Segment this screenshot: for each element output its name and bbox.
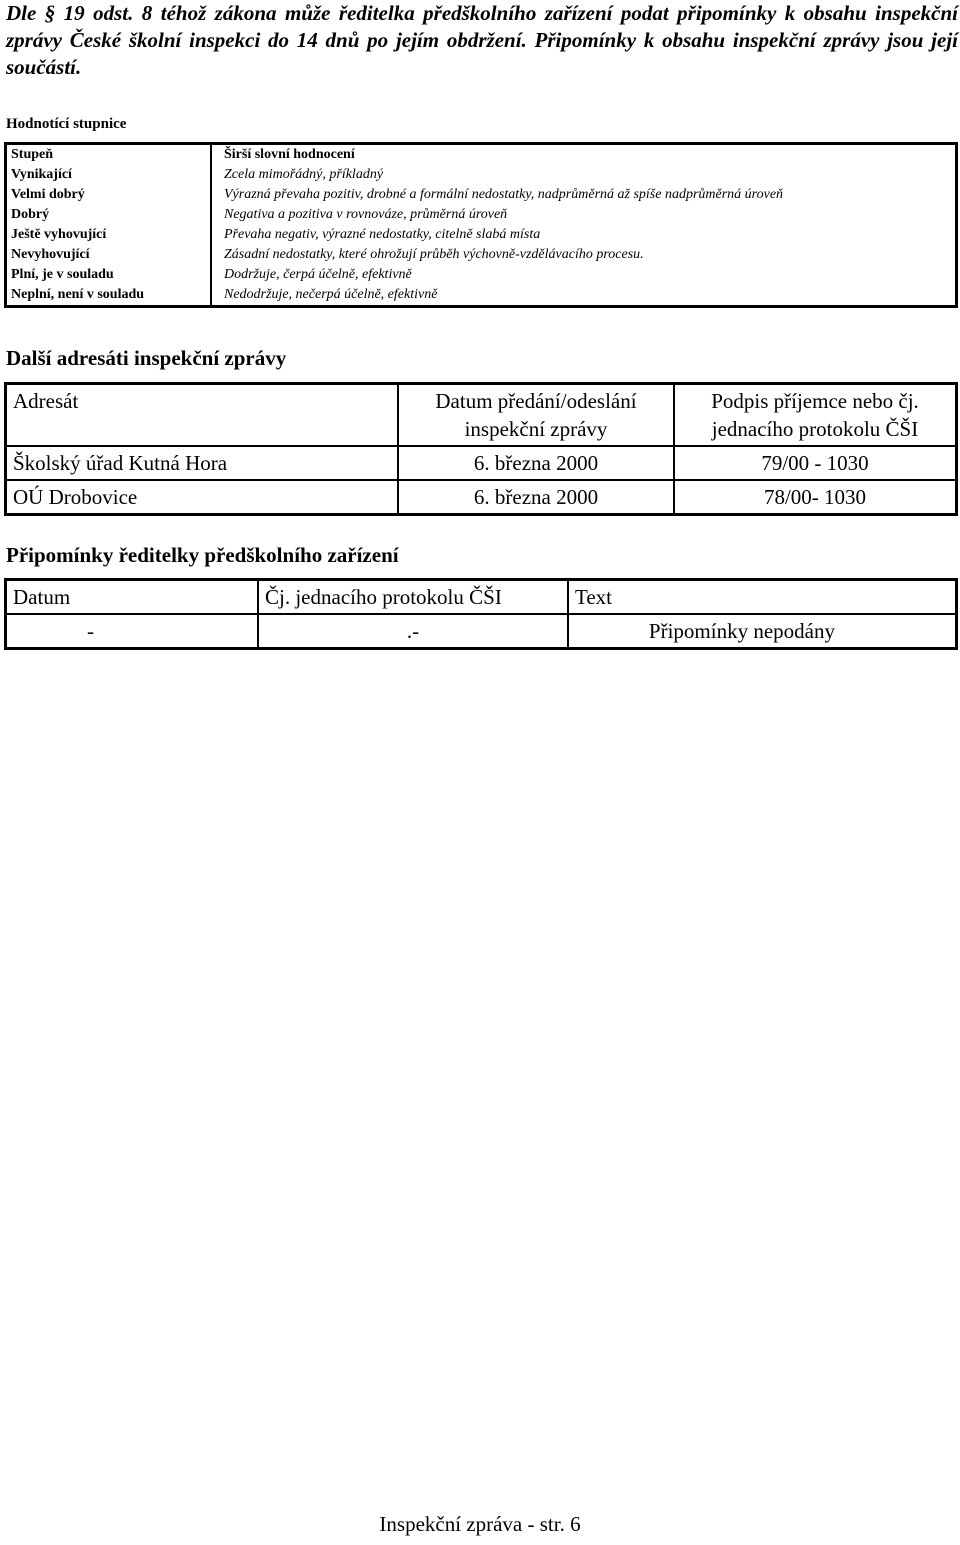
description-cell: Zcela mimořádný, příkladný (224, 167, 384, 182)
comments-date-cell: - (6, 614, 259, 649)
grade-header: Stupeň (6, 144, 212, 166)
table-row (6, 446, 957, 480)
grade-cell: Nevyhovující (6, 245, 212, 265)
table-row (6, 285, 957, 307)
table-row (6, 614, 957, 649)
addressee-header: Adresát (6, 384, 399, 447)
table-row (6, 225, 957, 245)
date-cell: 6. března 2000 (398, 480, 674, 515)
date-cell: 6. března 2000 (398, 446, 674, 480)
date-header-line1: Datum předání/odeslání (435, 389, 637, 413)
date-header-line2: inspekční zprávy (464, 417, 608, 441)
table-row (6, 165, 957, 185)
addressees-title: Další adresáti inspekční zprávy (6, 346, 287, 370)
grade-cell: Vynikající (6, 165, 212, 185)
table-row (6, 205, 957, 225)
addressee-cell: Školský úřad Kutná Hora (6, 446, 399, 480)
page-footer: Inspekční zpráva - str. 6 (379, 1512, 581, 1536)
description-cell: Výrazná převaha pozitiv, drobné a formální nedostatky, nadprůměrná až spíše nadprůměrná úroveň (224, 187, 784, 202)
addressees-table (4, 382, 958, 516)
signature-header-line1: Podpis příjemce nebo čj. (711, 389, 919, 413)
comments-table (4, 578, 958, 650)
table-header-row (6, 144, 957, 166)
addressee-cell: OÚ Drobovice (6, 480, 399, 515)
comments-text-header: Text (568, 580, 957, 615)
comments-date-header: Datum (6, 580, 259, 615)
table-row (6, 185, 957, 205)
signature-header-line2: jednacího protokolu ČŠI (711, 417, 919, 441)
grade-cell: Neplní, není v souladu (6, 285, 212, 307)
signature-header (674, 384, 957, 447)
table-header-row (6, 384, 957, 447)
description-cell: Dodržuje, čerpá účelně, efektivně (224, 267, 412, 282)
comments-ref-header: Čj. jednacího protokolu ČŠI (258, 580, 568, 615)
description-cell: Nedodržuje, nečerpá účelně, efektivně (224, 287, 438, 302)
grade-cell: Velmi dobrý (6, 185, 212, 205)
ref-cell: 79/00 - 1030 (674, 446, 957, 480)
scale-title: Hodnotící stupnice (6, 116, 127, 132)
grade-cell: Ještě vyhovující (6, 225, 212, 245)
table-row (6, 480, 957, 515)
table-header-row (6, 580, 957, 615)
description-cell: Negativa a pozitiva v rovnováze, průměrná úroveň (224, 207, 508, 222)
comments-text-cell: Připomínky nepodány (568, 614, 957, 649)
description-cell: Převaha negativ, výrazné nedostatky, citelně slabá místa (224, 227, 541, 242)
ref-cell: 78/00- 1030 (674, 480, 957, 515)
table-row (6, 245, 957, 265)
description-header: Širší slovní hodnocení (224, 147, 355, 162)
comments-ref-cell: .- (258, 614, 568, 649)
grade-cell: Plní, je v souladu (6, 265, 212, 285)
rating-scale-table (4, 142, 958, 308)
table-row (6, 265, 957, 285)
grade-cell: Dobrý (6, 205, 212, 225)
description-cell: Zásadní nedostatky, které ohrožují průběh výchovně-vzdělávacího procesu. (224, 247, 644, 262)
date-header (398, 384, 674, 447)
intro-text: Dle § 19 odst. 8 téhož zákona může ředitelka předškolního zařízení podat připomínky k obsahu inspekční zprávy České školní inspekci do 14 dnů po jejím obdržení. Připomínky k obsahu inspekční zprávy jsou její součástí. (6, 1, 958, 79)
comments-title: Připomínky ředitelky předškolního zařízení (6, 543, 399, 567)
intro-paragraph (6, 0, 958, 81)
